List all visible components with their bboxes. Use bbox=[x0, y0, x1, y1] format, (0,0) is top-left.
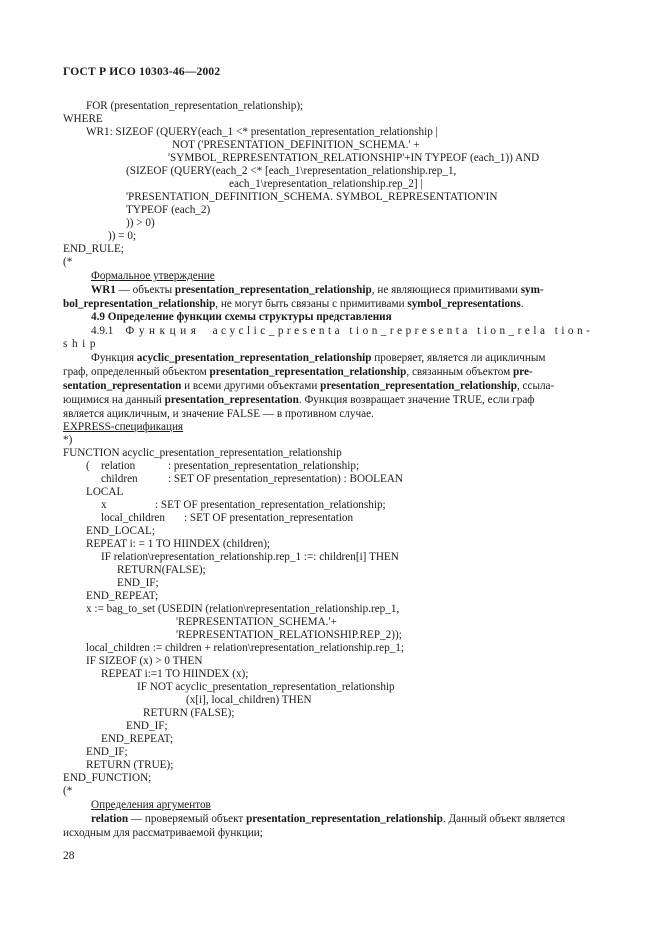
section-title: 4.9 Определение функции схемы структуры представления bbox=[91, 311, 392, 323]
code-line: 'REPRESENTATION_RELATIONSHIP.REP_2)); bbox=[176, 629, 402, 641]
function-heading-2: ship bbox=[63, 338, 101, 350]
code-line: relation bbox=[101, 460, 136, 472]
code-line: IF SIZEOF (x) > 0 THEN bbox=[86, 655, 203, 667]
formal-heading: Формальное утверждение bbox=[91, 270, 215, 282]
document-header: ГОСТ Р ИСО 10303-46—2002 bbox=[63, 66, 221, 78]
code-line: WR1: SIZEOF (QUERY(each_1 <* presentation_representation_relationship | bbox=[86, 126, 438, 138]
code-line: IF NOT acyclic_presentation_representation_relationship bbox=[137, 681, 395, 693]
code-line: RETURN(FALSE); bbox=[117, 564, 206, 576]
para-line-4: ющимися на данный presentation_representation. Функция возвращает значение TRUE, если граф bbox=[63, 394, 535, 406]
code-line: each_1\representation_relationship.rep_2] | bbox=[229, 178, 423, 190]
para-line-5: является ацикличным, и значение FALSE — в противном случае. bbox=[63, 408, 374, 420]
code-line: 'PRESENTATION_DEFINITION_SCHEMA. SYMBOL_REPRESENTATION'IN bbox=[126, 191, 498, 203]
wr1-line-2: bol_representation_relationship, не могут быть связаны с примитивами symbol_representations. bbox=[63, 298, 524, 310]
code-line: END_IF; bbox=[86, 746, 128, 758]
code-line: local_children := children + relation\representation_relationship.rep_1; bbox=[86, 642, 404, 654]
code-line: TYPEOF (each_2) bbox=[126, 204, 211, 216]
code-line: (* bbox=[63, 256, 73, 268]
function-heading-1: 4.9.1 Функция acyclic_presenta tion_representa tion_rela tion- bbox=[91, 325, 594, 337]
code-line: local_children bbox=[101, 512, 165, 524]
code-line: END_IF; bbox=[126, 720, 168, 732]
code-line: children bbox=[101, 473, 138, 485]
para-line-1: Функция acyclic_presentation_representation_relationship проверяет, является ли ацикличным bbox=[91, 352, 546, 364]
code-line: : SET OF presentation_representation_relationship; bbox=[155, 499, 386, 511]
code-line: )) > 0) bbox=[126, 217, 155, 229]
comment-close: *) bbox=[63, 434, 73, 446]
code-line: IF relation\representation_relationship.rep_1 :=: children[i] THEN bbox=[101, 551, 399, 563]
page-number: 28 bbox=[63, 850, 75, 862]
code-line: x := bag_to_set (USEDIN (relation\representation_relationship.rep_1, bbox=[86, 603, 400, 615]
code-line: 'REPRESENTATION_SCHEMA.'+ bbox=[176, 616, 337, 628]
code-line: END_IF; bbox=[117, 577, 159, 589]
code-line: END_FUNCTION; bbox=[63, 772, 152, 784]
args-line-2: исходным для рассматриваемой функции; bbox=[63, 827, 263, 839]
code-line: (SIZEOF (QUERY(each_2 <* [each_1\representation_relationship.rep_1, bbox=[126, 165, 457, 177]
para-line-2: граф, определенный объектом presentation_representation_relationship, связанным объектом pre- bbox=[63, 366, 533, 378]
code-line: END_REPEAT; bbox=[101, 733, 174, 745]
args-heading: Определения аргументов bbox=[91, 799, 211, 811]
para-line-3: sentation_representation и всеми другими объектами presentation_representation_relationship, ссыла- bbox=[63, 380, 555, 392]
code-line: (x[i], local_children) THEN bbox=[186, 694, 312, 706]
code-line: WHERE bbox=[63, 113, 103, 125]
wr1-line-1: WR1 — объекты presentation_representation_relationship, не являющиеся примитивами sym- bbox=[91, 284, 544, 296]
wr1-label: WR1 bbox=[91, 284, 116, 296]
code-line: END_RULE; bbox=[63, 243, 124, 255]
code-line: NOT ('PRESENTATION_DEFINITION_SCHEMA.' + bbox=[172, 139, 420, 151]
express-heading: EXPRESS-спецификация bbox=[63, 421, 184, 433]
code-line: END_LOCAL; bbox=[86, 525, 155, 537]
code-line: (* bbox=[63, 785, 73, 797]
code-line: : presentation_representation_relationship; bbox=[168, 460, 360, 472]
code-line: FOR (presentation_representation_relationship); bbox=[86, 100, 304, 112]
code-line: )) = 0; bbox=[108, 230, 137, 242]
code-line: : SET OF presentation_representation) : BOOLEAN bbox=[168, 473, 403, 485]
code-line: REPEAT i: = 1 TO HIINDEX (children); bbox=[86, 538, 271, 550]
code-line: RETURN (TRUE); bbox=[86, 759, 174, 771]
code-line: x bbox=[101, 499, 107, 511]
code-line: FUNCTION acyclic_presentation_representation_relationship bbox=[63, 447, 342, 459]
code-line: REPEAT i:=1 TO HIINDEX (x); bbox=[101, 668, 249, 680]
code-line: RETURN (FALSE); bbox=[143, 707, 235, 719]
code-line: LOCAL bbox=[86, 486, 124, 498]
code-line: 'SYMBOL_REPRESENTATION_RELATIONSHIP'+IN TYPEOF (each_1)) AND bbox=[168, 152, 540, 164]
code-line: ( bbox=[86, 460, 90, 472]
args-line-1: relation — проверяемый объект presentation_representation_relationship. Данный объект является bbox=[91, 813, 566, 825]
code-line: END_REPEAT; bbox=[86, 590, 159, 602]
code-line: : SET OF presentation_representation bbox=[184, 512, 354, 524]
